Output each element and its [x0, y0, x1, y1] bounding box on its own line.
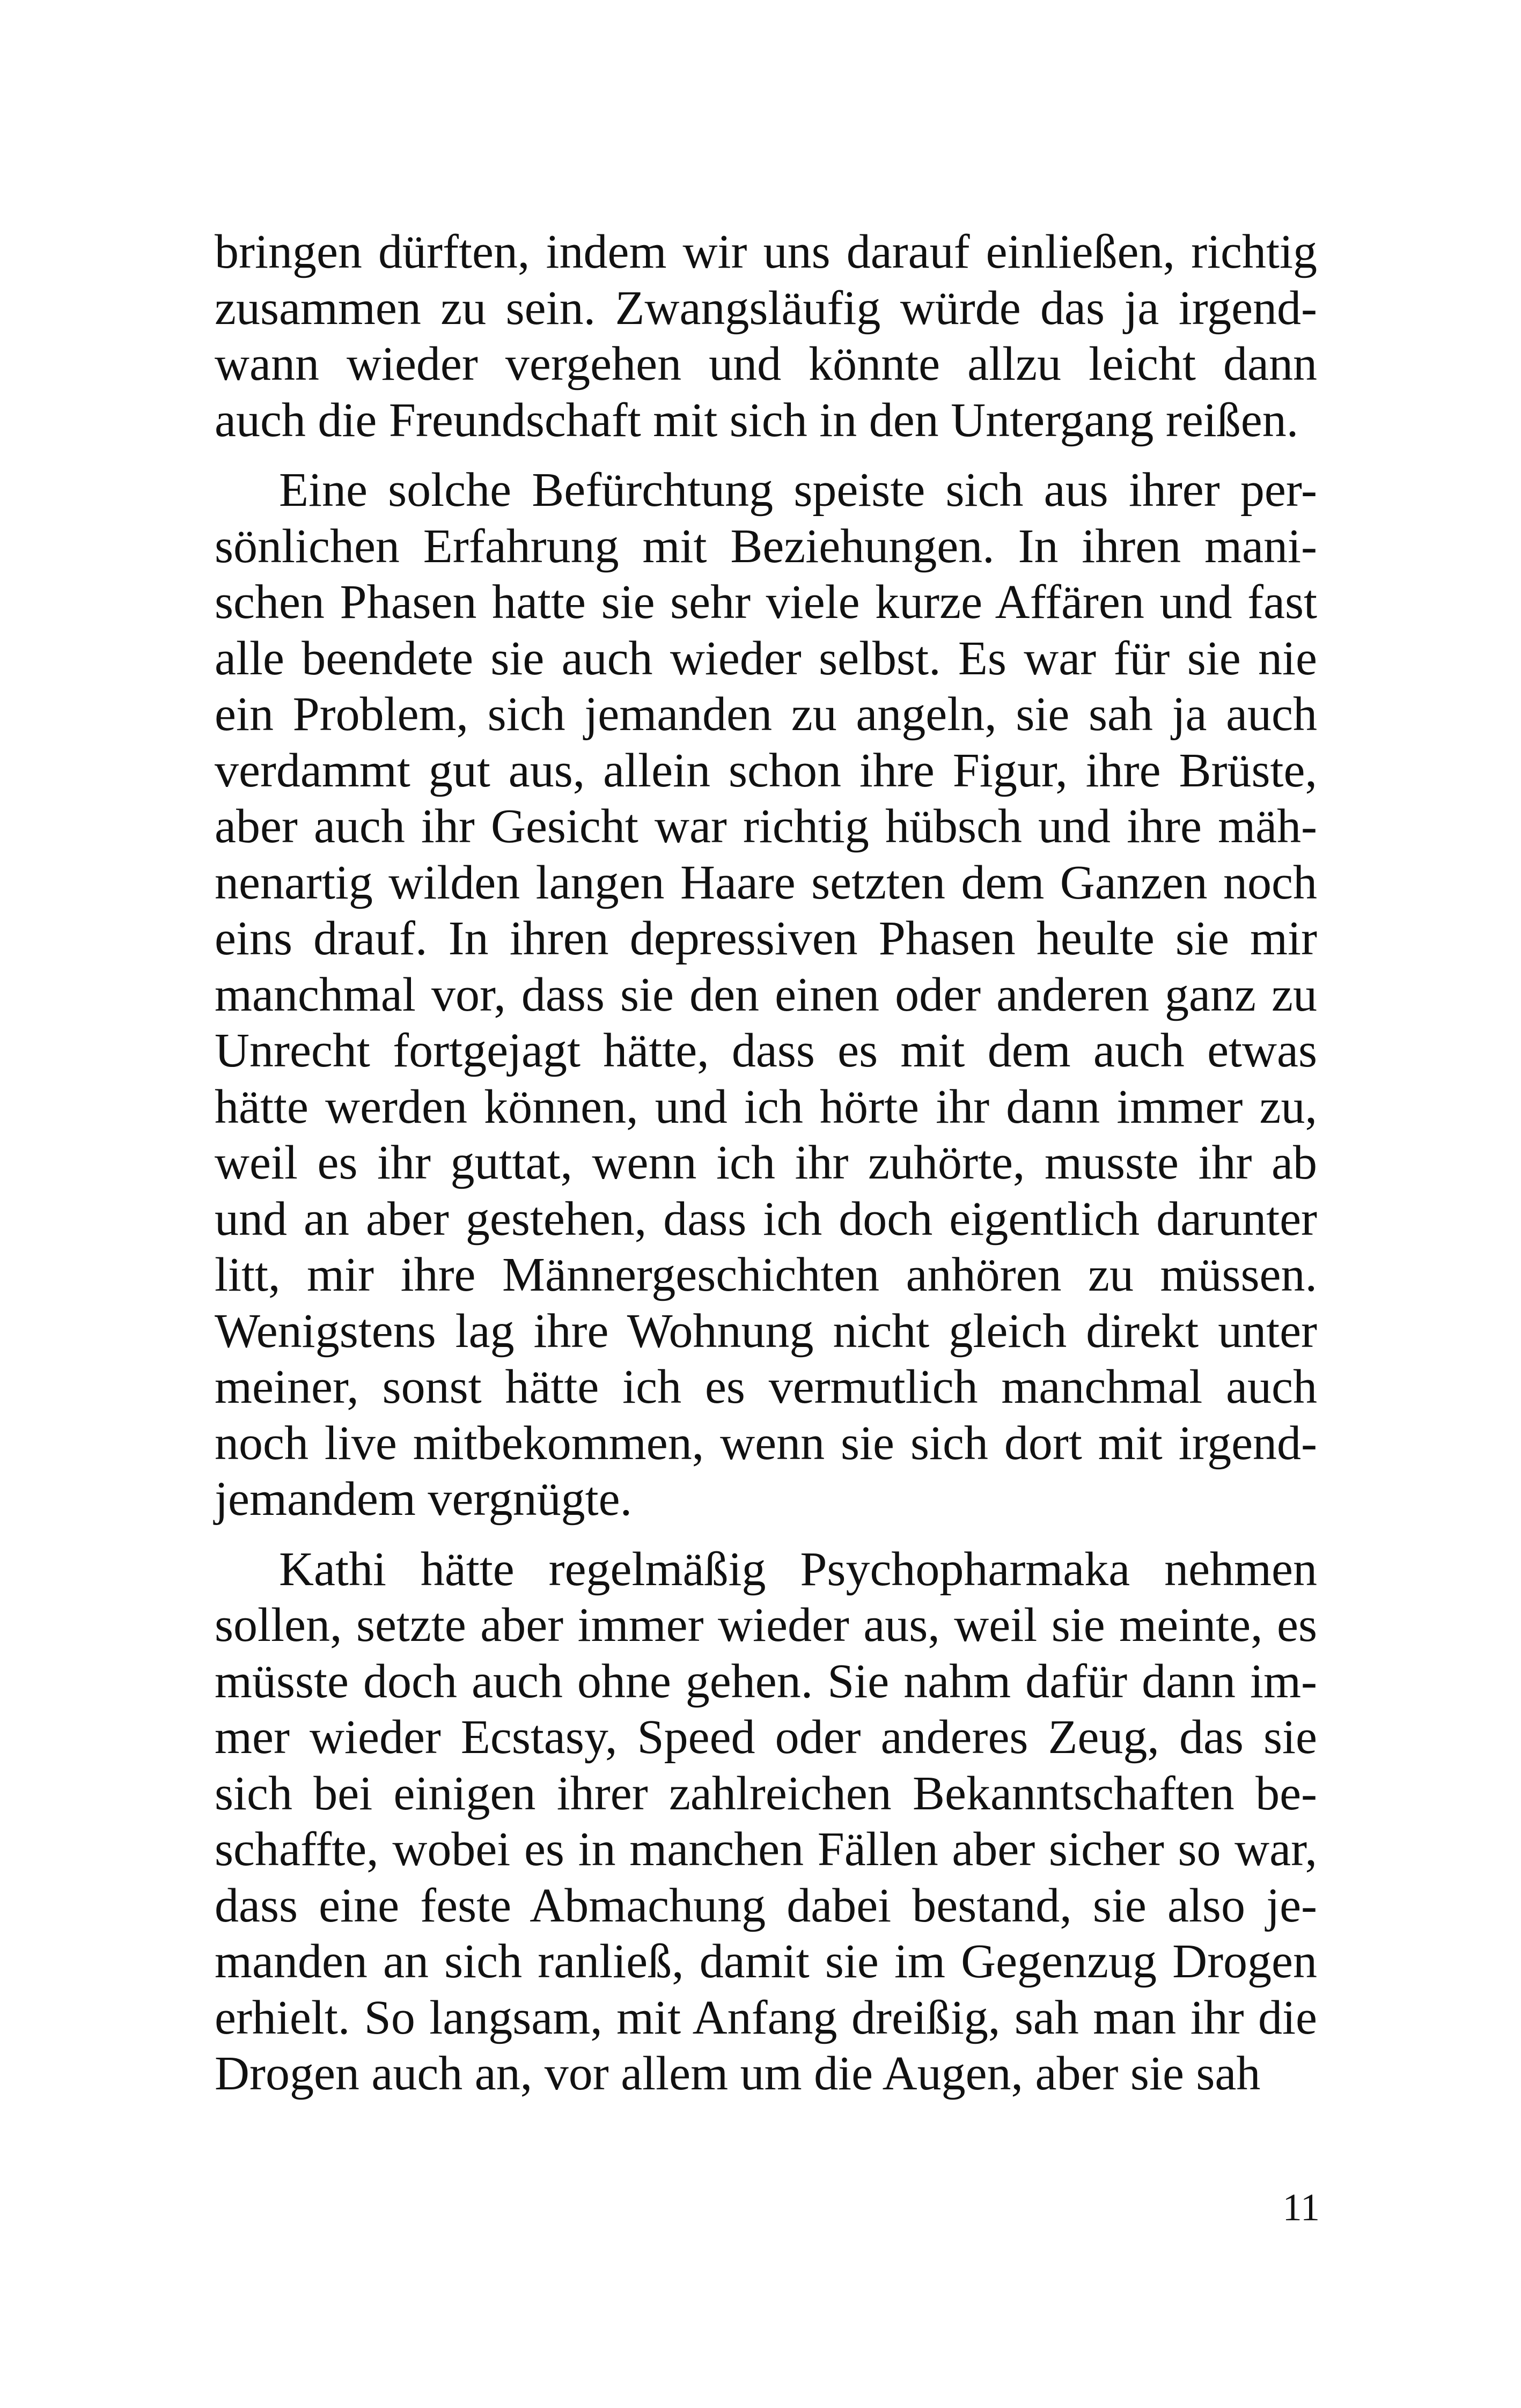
text-line: und an aber gestehen, dass ich doch eigentlich darunter: [215, 1192, 1317, 1246]
text-line: mer wieder Ecstasy, Speed oder anderes Zeug, das sie: [215, 1711, 1317, 1764]
body-text: [215, 224, 1317, 2102]
paragraph: [215, 462, 1317, 1528]
text-line: schaffte, wobei es in manchen Fällen aber sicher so war,: [215, 1823, 1317, 1876]
text-line: nenartig wilden langen Haare setzten dem Ganzen noch: [215, 856, 1317, 909]
text-line: Unrecht fortgejagt hätte, dass es mit dem auch etwas: [215, 1024, 1317, 1077]
text-line: eins drauf. In ihren depressiven Phasen heulte sie mir: [215, 912, 1317, 965]
page-number: 11: [1282, 2186, 1320, 2229]
text-line: ein Problem, sich jemanden zu angeln, sie sah ja auch: [215, 688, 1317, 741]
text-line: manden an sich ranließ, damit sie im Gegenzug Drogen: [215, 1935, 1317, 1988]
text-line: Wenigstens lag ihre Wohnung nicht gleich direkt unter: [215, 1304, 1317, 1358]
text-line: schen Phasen hatte sie sehr viele kurze Affären und fast: [215, 576, 1317, 629]
text-line: alle beendete sie auch wieder selbst. Es war für sie nie: [215, 631, 1317, 685]
text-line: litt, mir ihre Männergeschichten anhören zu müssen.: [215, 1248, 1317, 1301]
text-line: bringen dürften, indem wir uns darauf einließen, richtig: [215, 225, 1317, 278]
text-line: Drogen auch an, vor allem um die Augen, aber sie sah: [215, 2047, 1261, 2100]
text-line: zusammen zu sein. Zwangsläufig würde das ja irgend-: [215, 281, 1317, 335]
text-line: aber auch ihr Gesicht war richtig hübsch und ihre mäh-: [215, 800, 1317, 853]
text-line: hätte werden können, und ich hörte ihr dann immer zu,: [215, 1080, 1317, 1133]
text-line: meiner, sonst hätte ich es vermutlich manchmal auch: [215, 1360, 1317, 1413]
text-line: dass eine feste Abmachung dabei bestand, sie also je-: [215, 1879, 1317, 1932]
text-line: auch die Freundschaft mit sich in den Untergang reißen.: [215, 393, 1299, 447]
text-line: sollen, setzte aber immer wieder aus, weil sie meinte, es: [215, 1599, 1317, 1652]
text-line: müsste doch auch ohne gehen. Sie nahm dafür dann im-: [215, 1654, 1317, 1708]
text-line: Eine solche Befürchtung speiste sich aus ihrer per-: [279, 463, 1317, 517]
paragraph: [215, 224, 1317, 448]
text-line: noch live mitbekommen, wenn sie sich dort mit irgend-: [215, 1416, 1317, 1470]
text-line: sich bei einigen ihrer zahlreichen Bekanntschaften be-: [215, 1766, 1317, 1820]
text-line: sönlichen Erfahrung mit Beziehungen. In ihren mani-: [215, 519, 1317, 573]
text-line: jemandem vergnügte.: [215, 1472, 633, 1526]
text-line: verdammt gut aus, allein schon ihre Figur, ihre Brüste,: [215, 743, 1317, 797]
text-line: weil es ihr guttat, wenn ich ihr zuhörte, musste ihr ab: [215, 1136, 1317, 1189]
text-line: Kathi hätte regelmäßig Psychopharmaka nehmen: [279, 1542, 1317, 1596]
text-line: wann wieder vergehen und könnte allzu leicht dann: [215, 337, 1317, 391]
text-line: erhielt. So langsam, mit Anfang dreißig, sah man ihr die: [215, 1991, 1317, 2044]
paragraph: [215, 1542, 1317, 2102]
text-line: manchmal vor, dass sie den einen oder anderen ganz zu: [215, 968, 1317, 1021]
